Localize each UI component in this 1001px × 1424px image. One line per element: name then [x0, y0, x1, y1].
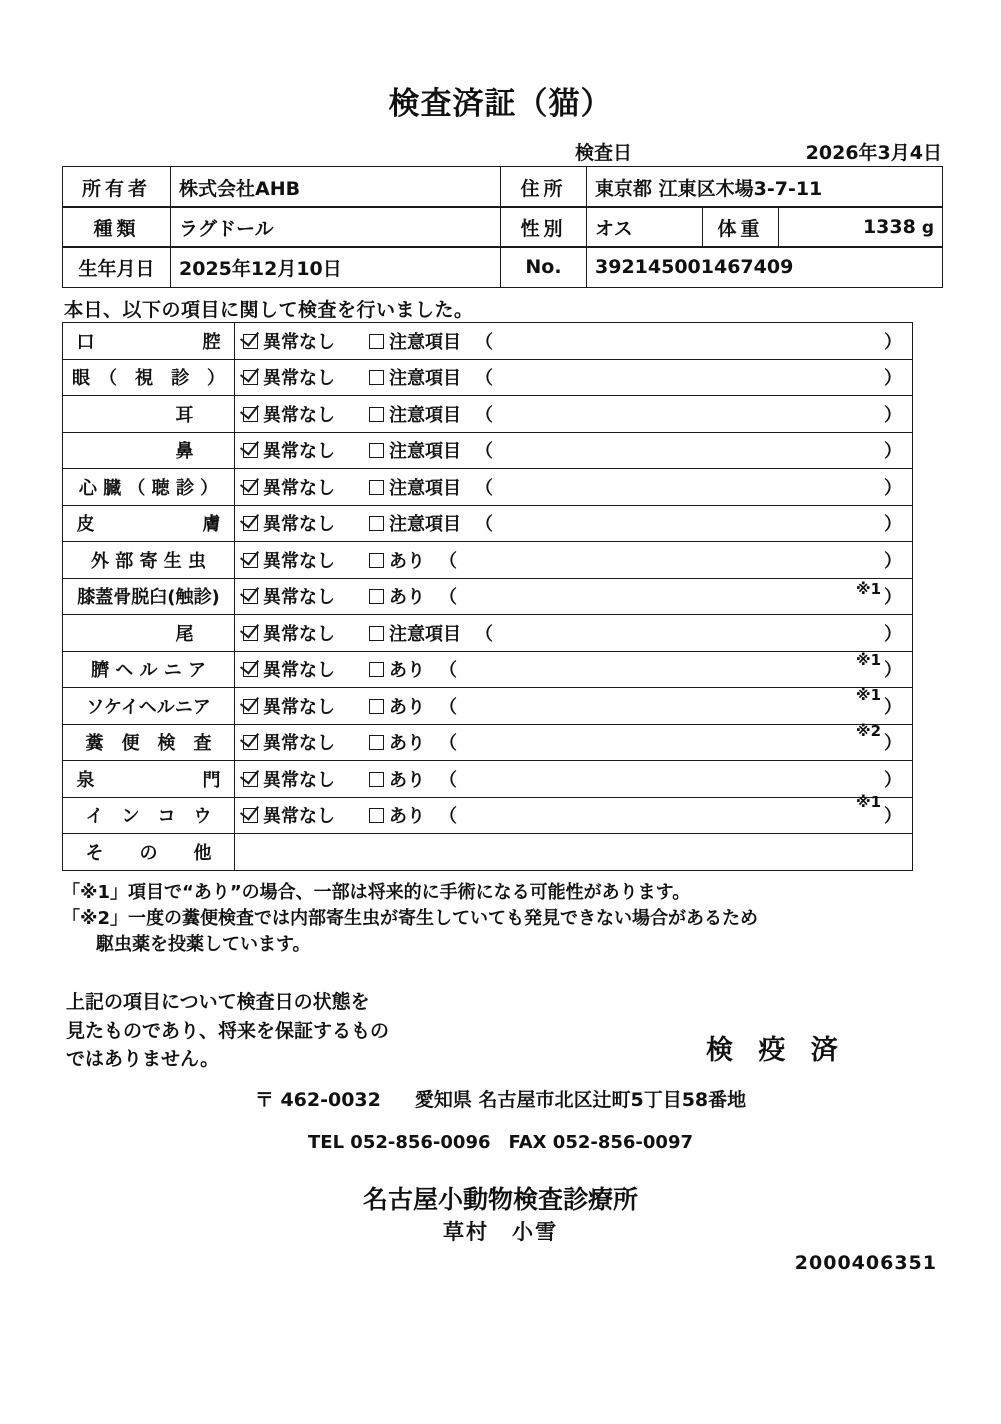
remark-paren-open: （ [439, 587, 457, 609]
table-row [63, 167, 943, 208]
checkbox-normal-label: 異常なし [263, 331, 335, 353]
remark-paren-close: ） [884, 477, 902, 499]
footnote-marker: ※1 [856, 579, 882, 598]
clinic-address-text: 愛知県 名古屋市北区辻町5丁目58番地 [414, 1089, 747, 1111]
remark-paren-open: （ [475, 514, 493, 536]
check-item-body [235, 578, 913, 615]
check-item-label: 外 部 寄 生 虫 [63, 542, 235, 579]
clinic-name: 名古屋小動物検査診療所 [362, 1185, 638, 1214]
checkbox-secondary-box[interactable] [369, 699, 384, 714]
checkbox-normal[interactable] [243, 802, 335, 828]
disclaimer-line-3: ではありません。 [66, 1048, 220, 1070]
checkbox-normal-label: 異常なし [263, 769, 335, 791]
footnote-marker: ※1 [856, 650, 882, 669]
check-item-body [235, 651, 913, 688]
checkbox-secondary-box[interactable] [369, 516, 384, 531]
check-item-label: 耳 [63, 396, 235, 433]
checkbox-normal[interactable] [243, 729, 335, 755]
checkbox-normal-box[interactable] [243, 443, 258, 458]
checkbox-secondary-label: あり [389, 587, 425, 609]
page-title: 検査済証（猫） [388, 86, 613, 122]
remark-paren-open: （ [475, 331, 493, 353]
weight-unit: g [921, 218, 934, 238]
checkbox-secondary-box[interactable] [369, 735, 384, 750]
address-value: 東京都 江東区木場3-7-11 [587, 167, 943, 208]
breed-label: 種類 [63, 207, 171, 248]
checkbox-secondary-label: 注意項目 [389, 514, 461, 536]
remark-paren-open: （ [475, 404, 493, 426]
footnote-1: 「※1」項目で“あり”の場合、一部は将来的に手術になる可能性があります。 [62, 882, 691, 903]
remark-paren-close: ） [884, 587, 902, 609]
checkbox-secondary[interactable] [369, 547, 425, 573]
remark-paren-open: （ [439, 733, 457, 755]
disclaimer [66, 988, 389, 1074]
breed-value: ラグドール [171, 207, 501, 248]
remark-paren-close: ） [884, 514, 902, 536]
checkbox-normal-box[interactable] [243, 808, 258, 823]
footnote-marker: ※1 [856, 792, 882, 811]
checkbox-secondary-box[interactable] [369, 370, 384, 385]
quarantine-stamp: 検 疫 済 [706, 1035, 846, 1066]
check-item-body [235, 834, 913, 871]
table-row [63, 615, 913, 652]
check-item-label: 糞 便 検 査 [63, 724, 235, 761]
check-item-label: ソケイヘルニア [63, 688, 235, 725]
table-row [63, 505, 913, 542]
remark-paren-open: （ [439, 660, 457, 682]
checkbox-normal-label: 異常なし [263, 623, 335, 645]
owner-value: 株式会社AHB [171, 167, 501, 208]
remark-paren-open: （ [439, 806, 457, 828]
checkbox-normal-label: 異常なし [263, 660, 335, 682]
birth-value: 2025年12月10日 [171, 247, 501, 288]
checkbox-normal-label: 異常なし [263, 806, 335, 828]
checkbox-secondary-box[interactable] [369, 407, 384, 422]
check-item-body [235, 688, 913, 725]
checkbox-normal-label: 異常なし [263, 587, 335, 609]
checkbox-secondary-label: 注意項目 [389, 441, 461, 463]
table-row [63, 359, 913, 396]
table-row [63, 469, 913, 506]
checkbox-normal-box[interactable] [243, 370, 258, 385]
clinic-address [0, 1085, 1001, 1112]
animal-info-table [62, 206, 943, 248]
checkbox-secondary[interactable] [369, 328, 461, 354]
checkbox-secondary-box[interactable] [369, 808, 384, 823]
checkbox-normal-box[interactable] [243, 662, 258, 677]
check-item-body [235, 323, 913, 360]
remark-paren-close: ） [884, 331, 902, 353]
exam-date-value: 2026年3月4日 [805, 142, 942, 164]
table-row [63, 578, 913, 615]
table-row [63, 207, 943, 248]
check-item-label: 口 腔 [63, 323, 235, 360]
check-item-label: 鼻 [63, 432, 235, 469]
checkbox-secondary-box[interactable] [369, 443, 384, 458]
checkbox-normal[interactable] [243, 656, 335, 682]
checkbox-secondary[interactable] [369, 693, 425, 719]
table-row [63, 688, 913, 725]
checkbox-normal-box[interactable] [243, 772, 258, 787]
checkbox-secondary[interactable] [369, 766, 425, 792]
checkbox-normal-box[interactable] [243, 589, 258, 604]
checkbox-normal-box[interactable] [243, 334, 258, 349]
checkbox-secondary-box[interactable] [369, 334, 384, 349]
checkbox-secondary-label: あり [389, 806, 425, 828]
clinic-tel: TEL 052-856-0096 FAX 052-856-0097 [308, 1132, 693, 1153]
checkbox-secondary-label: 注意項目 [389, 368, 461, 390]
remark-paren-open: （ [475, 623, 493, 645]
checkbox-normal[interactable] [243, 693, 335, 719]
table-row [63, 724, 913, 761]
remark-paren-close: ） [884, 769, 902, 791]
checkbox-normal[interactable] [243, 510, 335, 536]
remark-paren-open: （ [439, 769, 457, 791]
check-item-body [235, 359, 913, 396]
check-items-table [62, 322, 913, 871]
check-item-body [235, 615, 913, 652]
checkbox-secondary[interactable] [369, 583, 425, 609]
checkbox-secondary-label: 注意項目 [389, 404, 461, 426]
checkbox-secondary-box[interactable] [369, 553, 384, 568]
checkbox-secondary-box[interactable] [369, 662, 384, 677]
weight-value: 1338 [862, 216, 916, 238]
remark-paren-close: ） [884, 733, 902, 755]
remark-paren-close: ） [884, 404, 902, 426]
table-row [63, 396, 913, 433]
remark-paren-close: ） [884, 623, 902, 645]
address-label: 住所 [501, 167, 587, 208]
disclaimer-line-2: 見たものであり、将来を保証するもの [66, 1019, 390, 1042]
checkbox-secondary[interactable] [369, 802, 425, 828]
disclaimer-line-1: 上記の項目について検査日の状態を [66, 991, 370, 1013]
no-label: No. [501, 247, 587, 288]
check-item-label: 尾 [63, 615, 235, 652]
checkbox-secondary[interactable] [369, 620, 461, 646]
check-item-body [235, 797, 913, 834]
checkbox-secondary-label: あり [389, 550, 425, 572]
checkbox-secondary-label: あり [389, 696, 425, 718]
checkbox-normal-label: 異常なし [263, 441, 335, 463]
no-value: 392145001467409 [587, 247, 943, 288]
checkbox-normal[interactable] [243, 583, 335, 609]
checkbox-secondary[interactable] [369, 401, 461, 427]
weight-label: 体重 [703, 207, 779, 248]
sex-value: オス [587, 207, 703, 248]
owner-label: 所有者 [63, 167, 171, 208]
checkbox-secondary-label: 注意項目 [389, 477, 461, 499]
check-item-label: 眼 （ 視 診 ） [63, 359, 235, 396]
checkbox-secondary[interactable] [369, 437, 461, 463]
checkbox-normal-box[interactable] [243, 407, 258, 422]
table-row [63, 797, 913, 834]
clinic-postal: 〒 462-0032 [254, 1089, 381, 1111]
checkbox-normal[interactable] [243, 620, 335, 646]
table-row [63, 761, 913, 798]
remark-paren-close: ） [884, 550, 902, 572]
table-row [63, 542, 913, 579]
table-row [63, 432, 913, 469]
checkbox-normal-box[interactable] [243, 699, 258, 714]
checkbox-secondary[interactable] [369, 364, 461, 390]
checkbox-secondary[interactable] [369, 729, 425, 755]
birth-id-table [62, 246, 943, 288]
check-item-label: 膝蓋骨脱臼(触診) [63, 578, 235, 615]
checkbox-normal[interactable] [243, 328, 335, 354]
checkbox-secondary-box[interactable] [369, 772, 384, 787]
checkbox-secondary-box[interactable] [369, 589, 384, 604]
footnote-2: 「※2」一度の糞便検査では内部寄生虫が寄生していても発見できない場合があるため [62, 908, 759, 930]
sex-label: 性別 [501, 207, 587, 248]
remark-paren-close: ） [884, 660, 902, 682]
checkbox-secondary-label: あり [389, 660, 425, 682]
checkbox-secondary-label: あり [389, 769, 425, 791]
checkbox-normal[interactable] [243, 401, 335, 427]
checkbox-secondary[interactable] [369, 474, 461, 500]
check-item-body [235, 542, 913, 579]
weight-value-cell [779, 207, 943, 248]
checkbox-normal-box[interactable] [243, 735, 258, 750]
checkbox-normal-box[interactable] [243, 626, 258, 641]
checkbox-secondary-label: 注意項目 [389, 623, 461, 645]
checkbox-normal[interactable] [243, 437, 335, 463]
table-row [63, 651, 913, 688]
checkbox-normal-label: 異常なし [263, 733, 335, 755]
table-row [63, 247, 943, 288]
table-row [63, 834, 913, 871]
exam-date-row [62, 138, 942, 166]
checkbox-secondary[interactable] [369, 656, 425, 682]
checkbox-secondary-label: 注意項目 [389, 331, 461, 353]
remark-paren-close: ） [884, 441, 902, 463]
checkbox-secondary[interactable] [369, 510, 461, 536]
check-item-body [235, 432, 913, 469]
remark-paren-open: （ [475, 477, 493, 499]
check-item-label: そ の 他 [63, 834, 235, 871]
checkbox-normal[interactable] [243, 474, 335, 500]
check-item-body [235, 396, 913, 433]
table-row [63, 323, 913, 360]
examination-note: 本日、以下の項目に関して検査を行いました。 [64, 299, 474, 321]
checkbox-normal[interactable] [243, 364, 335, 390]
checkbox-normal-label: 異常なし [263, 477, 335, 499]
checkbox-normal-box[interactable] [243, 553, 258, 568]
check-item-body [235, 721, 913, 761]
checkbox-secondary-label: あり [389, 733, 425, 755]
checkbox-normal[interactable] [243, 547, 335, 573]
exam-date-label: 検査日 [575, 142, 633, 164]
owner-info-table [62, 166, 943, 208]
check-item-label: イ ン コ ウ [63, 797, 235, 834]
checkbox-normal-label: 異常なし [263, 514, 335, 536]
checkbox-normal-label: 異常なし [263, 404, 335, 426]
footnote-marker: ※1 [856, 686, 882, 704]
footnotes [62, 880, 942, 958]
checkbox-normal-label: 異常なし [263, 368, 335, 390]
remark-paren-open: （ [439, 550, 457, 572]
check-item-label: 臍 ヘ ル ニ ア [63, 651, 235, 688]
veterinarian-name: 草村 小雪 [443, 1220, 558, 1244]
checkbox-normal[interactable] [243, 766, 335, 792]
footnote-3: 駆虫薬を投薬しています。 [96, 934, 311, 956]
checkbox-secondary-box[interactable] [369, 626, 384, 641]
remark-paren-open: （ [439, 696, 457, 718]
check-item-body [235, 505, 913, 542]
check-item-label: 皮 膚 [63, 505, 235, 542]
remark-paren-close: ） [884, 368, 902, 390]
check-item-label: 心 臓 （ 聴 診 ） [63, 469, 235, 506]
check-item-body [235, 469, 913, 506]
remark-paren-open: （ [475, 441, 493, 463]
remark-paren-close: ） [884, 696, 902, 718]
checkbox-normal-box[interactable] [243, 480, 258, 495]
checkbox-normal-label: 異常なし [263, 696, 335, 718]
footnote-marker: ※2 [856, 721, 882, 740]
check-item-label: 泉 門 [63, 761, 235, 798]
check-item-body [235, 761, 913, 798]
checkbox-normal-label: 異常なし [263, 550, 335, 572]
remark-paren-open: （ [475, 368, 493, 390]
checkbox-secondary-box[interactable] [369, 480, 384, 495]
checkbox-normal-box[interactable] [243, 516, 258, 531]
serial-number: 2000406351 [794, 1252, 937, 1274]
birth-label: 生年月日 [63, 247, 171, 288]
remark-paren-close: ） [884, 806, 902, 828]
